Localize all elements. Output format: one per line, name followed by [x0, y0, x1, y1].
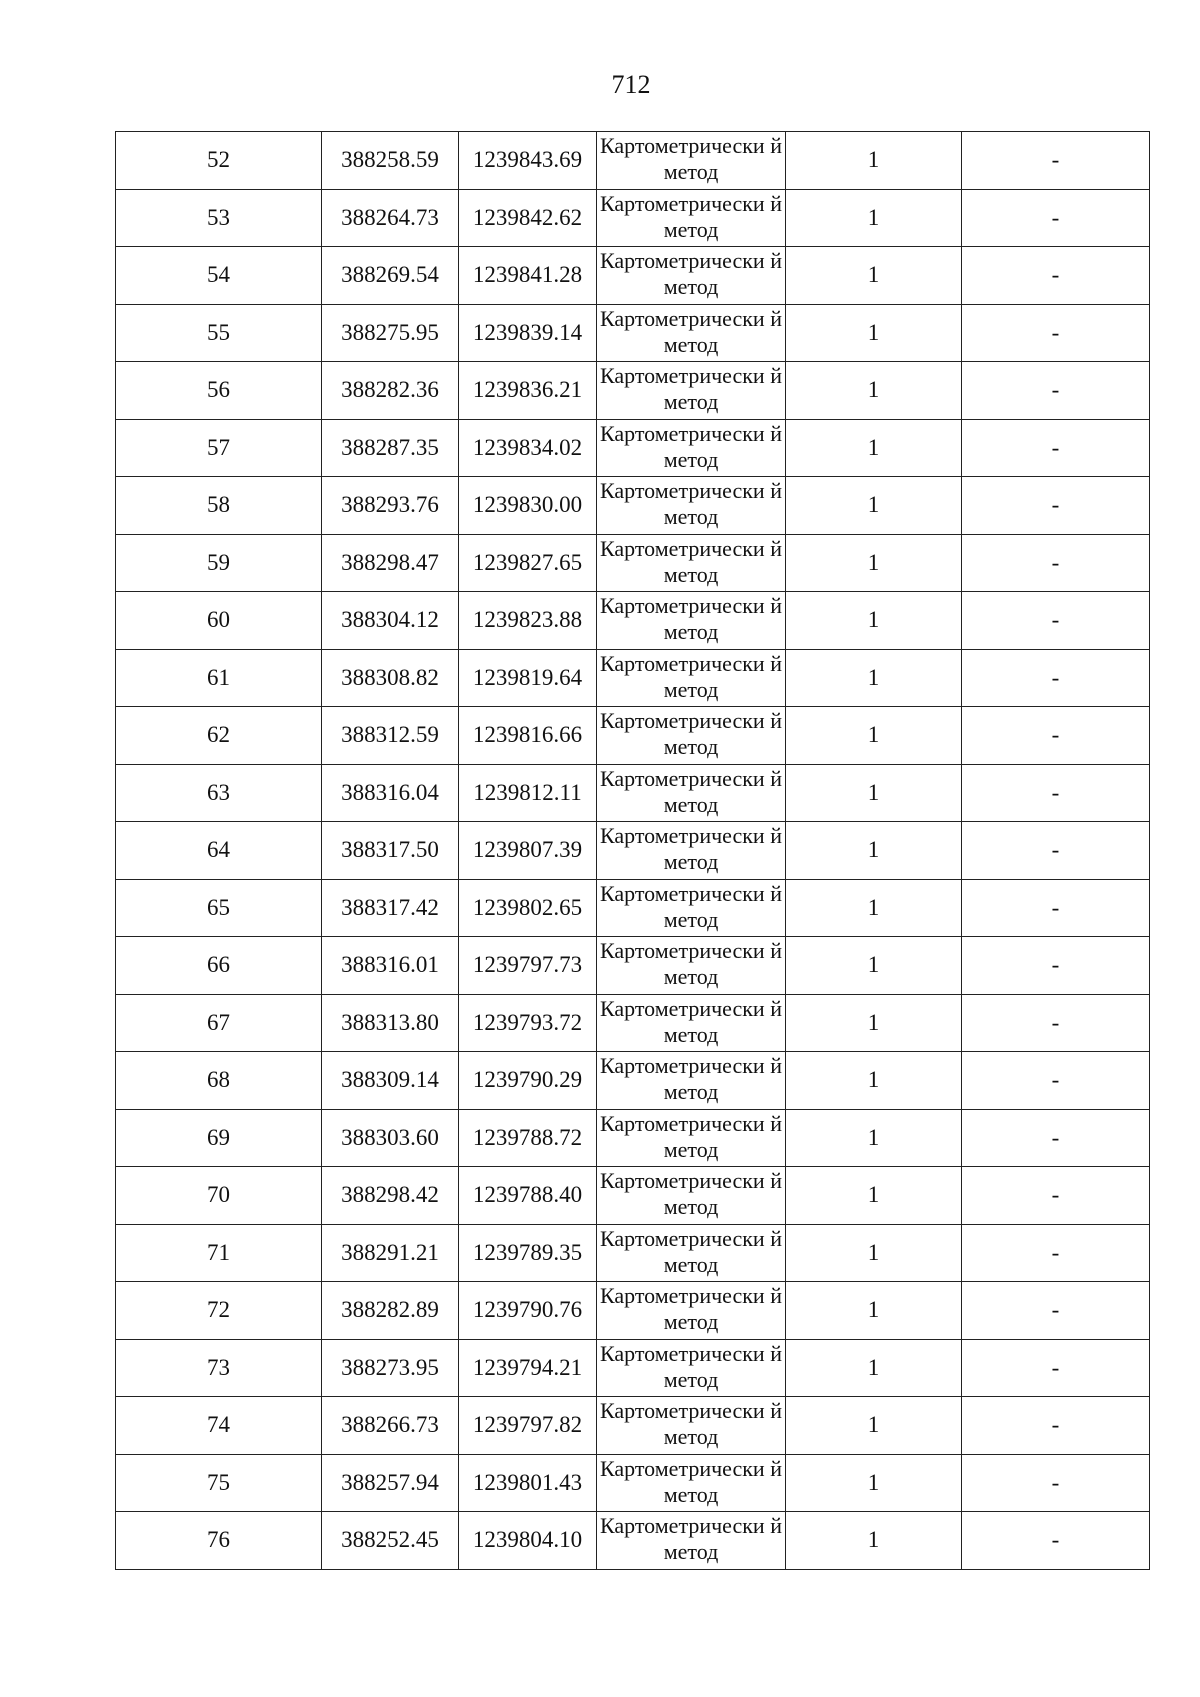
point-number-cell: 53 [116, 189, 322, 247]
accuracy-cell: 1 [786, 189, 962, 247]
table-row [116, 1052, 1150, 1110]
y-coordinate-cell: 1239830.00 [459, 477, 597, 535]
coordinates-table-body [116, 132, 1150, 1570]
method-cell: Картометрически й метод [597, 419, 786, 477]
accuracy-cell: 1 [786, 1282, 962, 1340]
method-cell: Картометрически й метод [597, 1397, 786, 1455]
table-row [116, 477, 1150, 535]
method-cell: Картометрически й метод [597, 1282, 786, 1340]
x-coordinate-cell: 388266.73 [322, 1397, 459, 1455]
note-cell: - [962, 1454, 1150, 1512]
note-cell: - [962, 994, 1150, 1052]
point-number-cell: 64 [116, 822, 322, 880]
table-row [116, 822, 1150, 880]
note-cell: - [962, 937, 1150, 995]
method-cell: Картометрически й метод [597, 362, 786, 420]
method-cell: Картометрически й метод [597, 649, 786, 707]
method-cell: Картометрически й метод [597, 132, 786, 190]
note-cell: - [962, 362, 1150, 420]
method-cell: Картометрически й метод [597, 1512, 786, 1570]
accuracy-cell: 1 [786, 304, 962, 362]
table-row [116, 1224, 1150, 1282]
method-cell: Картометрически й метод [597, 1454, 786, 1512]
table-row [116, 1512, 1150, 1570]
accuracy-cell: 1 [786, 477, 962, 535]
y-coordinate-cell: 1239790.29 [459, 1052, 597, 1110]
accuracy-cell: 1 [786, 534, 962, 592]
x-coordinate-cell: 388275.95 [322, 304, 459, 362]
point-number-cell: 68 [116, 1052, 322, 1110]
y-coordinate-cell: 1239836.21 [459, 362, 597, 420]
x-coordinate-cell: 388258.59 [322, 132, 459, 190]
x-coordinate-cell: 388316.01 [322, 937, 459, 995]
accuracy-cell: 1 [786, 879, 962, 937]
table-row [116, 534, 1150, 592]
y-coordinate-cell: 1239819.64 [459, 649, 597, 707]
x-coordinate-cell: 388273.95 [322, 1339, 459, 1397]
accuracy-cell: 1 [786, 764, 962, 822]
coordinates-table [115, 131, 1150, 1570]
x-coordinate-cell: 388298.47 [322, 534, 459, 592]
x-coordinate-cell: 388317.50 [322, 822, 459, 880]
note-cell: - [962, 649, 1150, 707]
point-number-cell: 73 [116, 1339, 322, 1397]
y-coordinate-cell: 1239802.65 [459, 879, 597, 937]
point-number-cell: 67 [116, 994, 322, 1052]
x-coordinate-cell: 388291.21 [322, 1224, 459, 1282]
x-coordinate-cell: 388293.76 [322, 477, 459, 535]
note-cell: - [962, 1224, 1150, 1282]
method-cell: Картометрически й метод [597, 189, 786, 247]
point-number-cell: 69 [116, 1109, 322, 1167]
point-number-cell: 65 [116, 879, 322, 937]
method-cell: Картометрически й метод [597, 1167, 786, 1225]
y-coordinate-cell: 1239788.72 [459, 1109, 597, 1167]
method-cell: Картометрически й метод [597, 994, 786, 1052]
table-row [116, 994, 1150, 1052]
note-cell: - [962, 1397, 1150, 1455]
x-coordinate-cell: 388316.04 [322, 764, 459, 822]
point-number-cell: 52 [116, 132, 322, 190]
accuracy-cell: 1 [786, 707, 962, 765]
note-cell: - [962, 132, 1150, 190]
note-cell: - [962, 764, 1150, 822]
note-cell: - [962, 419, 1150, 477]
note-cell: - [962, 707, 1150, 765]
point-number-cell: 74 [116, 1397, 322, 1455]
accuracy-cell: 1 [786, 822, 962, 880]
x-coordinate-cell: 388313.80 [322, 994, 459, 1052]
table-row [116, 1339, 1150, 1397]
y-coordinate-cell: 1239788.40 [459, 1167, 597, 1225]
accuracy-cell: 1 [786, 1339, 962, 1397]
accuracy-cell: 1 [786, 1512, 962, 1570]
point-number-cell: 61 [116, 649, 322, 707]
method-cell: Картометрически й метод [597, 1052, 786, 1110]
point-number-cell: 75 [116, 1454, 322, 1512]
point-number-cell: 71 [116, 1224, 322, 1282]
point-number-cell: 54 [116, 247, 322, 305]
y-coordinate-cell: 1239843.69 [459, 132, 597, 190]
table-row [116, 1109, 1150, 1167]
point-number-cell: 63 [116, 764, 322, 822]
table-row [116, 879, 1150, 937]
point-number-cell: 55 [116, 304, 322, 362]
accuracy-cell: 1 [786, 1052, 962, 1110]
note-cell: - [962, 592, 1150, 650]
accuracy-cell: 1 [786, 1397, 962, 1455]
table-row [116, 707, 1150, 765]
x-coordinate-cell: 388264.73 [322, 189, 459, 247]
note-cell: - [962, 247, 1150, 305]
y-coordinate-cell: 1239834.02 [459, 419, 597, 477]
y-coordinate-cell: 1239839.14 [459, 304, 597, 362]
note-cell: - [962, 1512, 1150, 1570]
method-cell: Картометрически й метод [597, 937, 786, 995]
accuracy-cell: 1 [786, 1109, 962, 1167]
x-coordinate-cell: 388304.12 [322, 592, 459, 650]
x-coordinate-cell: 388287.35 [322, 419, 459, 477]
x-coordinate-cell: 388303.60 [322, 1109, 459, 1167]
accuracy-cell: 1 [786, 649, 962, 707]
table-row [116, 362, 1150, 420]
accuracy-cell: 1 [786, 132, 962, 190]
y-coordinate-cell: 1239841.28 [459, 247, 597, 305]
point-number-cell: 57 [116, 419, 322, 477]
method-cell: Картометрически й метод [597, 1339, 786, 1397]
method-cell: Картометрически й метод [597, 592, 786, 650]
x-coordinate-cell: 388282.89 [322, 1282, 459, 1340]
accuracy-cell: 1 [786, 419, 962, 477]
y-coordinate-cell: 1239801.43 [459, 1454, 597, 1512]
y-coordinate-cell: 1239797.73 [459, 937, 597, 995]
method-cell: Картометрически й метод [597, 534, 786, 592]
note-cell: - [962, 1109, 1150, 1167]
x-coordinate-cell: 388252.45 [322, 1512, 459, 1570]
y-coordinate-cell: 1239790.76 [459, 1282, 597, 1340]
x-coordinate-cell: 388317.42 [322, 879, 459, 937]
y-coordinate-cell: 1239812.11 [459, 764, 597, 822]
method-cell: Картометрически й метод [597, 879, 786, 937]
y-coordinate-cell: 1239842.62 [459, 189, 597, 247]
x-coordinate-cell: 388257.94 [322, 1454, 459, 1512]
table-row [116, 247, 1150, 305]
note-cell: - [962, 477, 1150, 535]
table-row [116, 304, 1150, 362]
method-cell: Картометрически й метод [597, 477, 786, 535]
point-number-cell: 72 [116, 1282, 322, 1340]
table-row [116, 764, 1150, 822]
point-number-cell: 56 [116, 362, 322, 420]
y-coordinate-cell: 1239807.39 [459, 822, 597, 880]
page-number: 712 [611, 70, 651, 99]
table-row [116, 1282, 1150, 1340]
accuracy-cell: 1 [786, 247, 962, 305]
method-cell: Картометрически й метод [597, 822, 786, 880]
note-cell: - [962, 1282, 1150, 1340]
accuracy-cell: 1 [786, 362, 962, 420]
point-number-cell: 66 [116, 937, 322, 995]
y-coordinate-cell: 1239827.65 [459, 534, 597, 592]
x-coordinate-cell: 388282.36 [322, 362, 459, 420]
point-number-cell: 60 [116, 592, 322, 650]
table-row [116, 1167, 1150, 1225]
note-cell: - [962, 879, 1150, 937]
point-number-cell: 76 [116, 1512, 322, 1570]
note-cell: - [962, 304, 1150, 362]
method-cell: Картометрически й метод [597, 247, 786, 305]
x-coordinate-cell: 388312.59 [322, 707, 459, 765]
table-row [116, 189, 1150, 247]
accuracy-cell: 1 [786, 937, 962, 995]
note-cell: - [962, 1167, 1150, 1225]
x-coordinate-cell: 388269.54 [322, 247, 459, 305]
table-row [116, 1454, 1150, 1512]
point-number-cell: 62 [116, 707, 322, 765]
point-number-cell: 70 [116, 1167, 322, 1225]
note-cell: - [962, 822, 1150, 880]
table-row [116, 419, 1150, 477]
method-cell: Картометрически й метод [597, 707, 786, 765]
method-cell: Картометрически й метод [597, 1224, 786, 1282]
x-coordinate-cell: 388309.14 [322, 1052, 459, 1110]
method-cell: Картометрически й метод [597, 1109, 786, 1167]
table-row [116, 592, 1150, 650]
note-cell: - [962, 1339, 1150, 1397]
point-number-cell: 58 [116, 477, 322, 535]
y-coordinate-cell: 1239804.10 [459, 1512, 597, 1570]
method-cell: Картометрически й метод [597, 304, 786, 362]
table-row [116, 649, 1150, 707]
x-coordinate-cell: 388298.42 [322, 1167, 459, 1225]
method-cell: Картометрически й метод [597, 764, 786, 822]
y-coordinate-cell: 1239793.72 [459, 994, 597, 1052]
table-row [116, 132, 1150, 190]
x-coordinate-cell: 388308.82 [322, 649, 459, 707]
note-cell: - [962, 534, 1150, 592]
point-number-cell: 59 [116, 534, 322, 592]
accuracy-cell: 1 [786, 1167, 962, 1225]
y-coordinate-cell: 1239794.21 [459, 1339, 597, 1397]
accuracy-cell: 1 [786, 592, 962, 650]
note-cell: - [962, 1052, 1150, 1110]
y-coordinate-cell: 1239797.82 [459, 1397, 597, 1455]
accuracy-cell: 1 [786, 1454, 962, 1512]
y-coordinate-cell: 1239823.88 [459, 592, 597, 650]
table-row [116, 937, 1150, 995]
accuracy-cell: 1 [786, 994, 962, 1052]
note-cell: - [962, 189, 1150, 247]
table-row [116, 1397, 1150, 1455]
accuracy-cell: 1 [786, 1224, 962, 1282]
y-coordinate-cell: 1239789.35 [459, 1224, 597, 1282]
y-coordinate-cell: 1239816.66 [459, 707, 597, 765]
